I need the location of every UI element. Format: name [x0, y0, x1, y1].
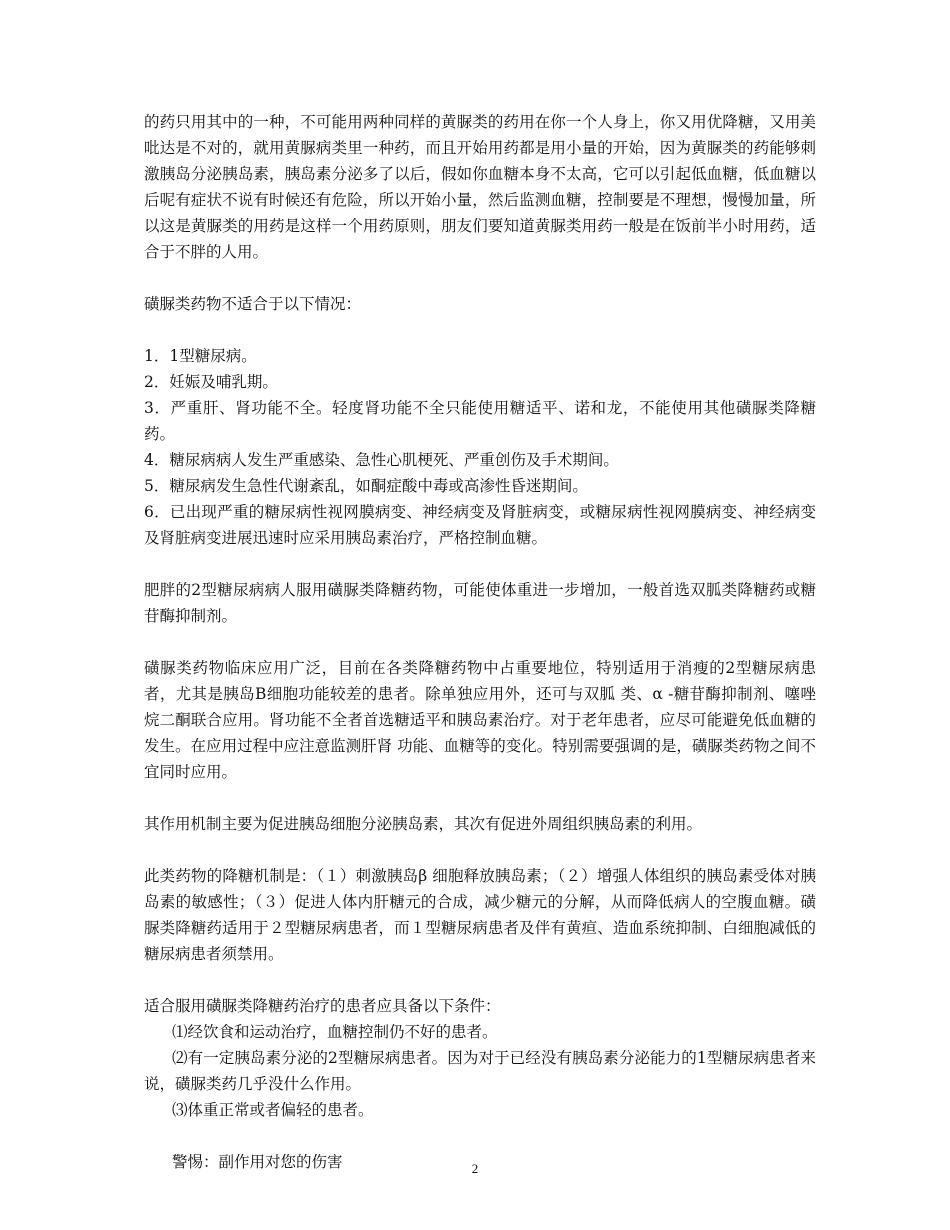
paragraph-gap: [144, 967, 816, 993]
list-item: 4．糖尿病病人发生严重感染、急性心肌梗死、严重创伤及手术期间。: [144, 451, 619, 469]
list-item: 6．已出现严重的糖尿病性视网膜病变、神经病变及肾脏病变，或糖尿病性视网膜病变、神经病变及肾脏病变进展迅速时应采用胰岛素治疗，严格控制血糖。: [144, 503, 816, 547]
list-item: ⑶体重正常或者偏轻的患者。: [172, 1101, 374, 1119]
contraindications-heading: 磺脲类药物不适合于以下情况：: [144, 295, 362, 313]
paragraph-gap: [144, 785, 816, 811]
list-item: 2．妊娠及哺乳期。: [144, 373, 278, 391]
paragraph-gap: [144, 1123, 816, 1149]
list-item: 3．严重肝、肾功能不全。轻度肾功能不全只能使用糖适平、诺和龙，不能使用其他磺脲类降糖药。: [144, 399, 816, 443]
list-item: ⑴经饮食和运动治疗，血糖控制仍不好的患者。: [172, 1023, 498, 1041]
contraindications-list: [144, 343, 816, 551]
list-item: ⑵有一定胰岛素分泌的2型糖尿病患者。因为对于已经没有胰岛素分泌能力的1型糖尿病患者来说，磺脲类药几乎没什么作用。: [144, 1049, 816, 1093]
page-body: [144, 109, 816, 1175]
paragraph-gap: [144, 837, 816, 863]
conditions-heading: 适合服用磺脲类降糖药治疗的患者应具备以下条件：: [144, 997, 501, 1015]
paragraph-gap: [144, 551, 816, 577]
list-item: 1．1型糖尿病。: [144, 347, 257, 365]
mechanism-paragraph: 其作用机制主要为促进胰岛细胞分泌胰岛素，其次有促进外周组织胰岛素的利用。: [144, 815, 703, 833]
conditions-list: [144, 1019, 816, 1123]
paragraph-gap: [144, 629, 816, 655]
list-item: 5．糖尿病发生急性代谢紊乱，如酮症酸中毒或高渗性昏迷期间。: [144, 477, 588, 495]
hypoglycemic-mechanism-paragraph: 此类药物的降糖机制是：（１）刺激胰岛β 细胞释放胰岛素；（２）增强人体组织的胰岛素受体对胰岛素的敏感性；（３）促进人体内肝糖元的合成，减少糖元的分解，从而降低病人的空腹血糖。磺脲类降糖药适用于２型糖尿病患者，而１型糖尿病患者及伴有黄疸、造血系统抑制、白细胞减低的糖尿病患者须禁用。: [144, 867, 816, 963]
page-number: 2: [471, 1161, 479, 1176]
paragraph-gap: [144, 265, 816, 291]
warning-line: 警惕：副作用对您的伤害: [172, 1153, 343, 1171]
obesity-paragraph: 肥胖的2型糖尿病病人服用磺脲类降糖药物，可能使体重进一步增加，一般首选双胍类降糖药或糖苷酶抑制剂。: [144, 581, 816, 625]
clinical-application-paragraph: 磺脲类药物临床应用广泛，目前在各类降糖药物中占重要地位，特别适用于消瘦的2型糖尿病患者，尤其是胰岛B细胞功能较差的患者。除单独应用外，还可与双胍 类、α -糖苷酶抑制剂、噻唑烷二酮联合应用。肾功能不全者首选糖适平和胰岛素治疗。对于老年患者，应尽可能避免低血糖的发生。在应用过程中应注意监测肝肾 功能、血糖等的变化。特别需要强调的是，磺脲类药物之间不宜同时应用。: [144, 659, 816, 781]
paragraph-gap: [144, 317, 816, 343]
intro-paragraph: 的药只用其中的一种，不可能用两种同样的黄脲类的药用在你一个人身上，你又用优降糖，又用美吡达是不对的，就用黄脲病类里一种药，而且开始用药都是用小量的开始，因为黄脲类的药能够刺激胰岛分泌胰岛素，胰岛素分泌多了以后，假如你血糖本身不太高，它可以引起低血糖，低血糖以后呢有症状不说有时候还有危险，所以开始小量，然后监测血糖，控制要是不理想，慢慢加量，所以这是黄脲类的用药是这样一个用药原则，朋友们要知道黄脲类用药一般是在饭前半小时用药，适合于不胖的人用。: [144, 113, 816, 261]
